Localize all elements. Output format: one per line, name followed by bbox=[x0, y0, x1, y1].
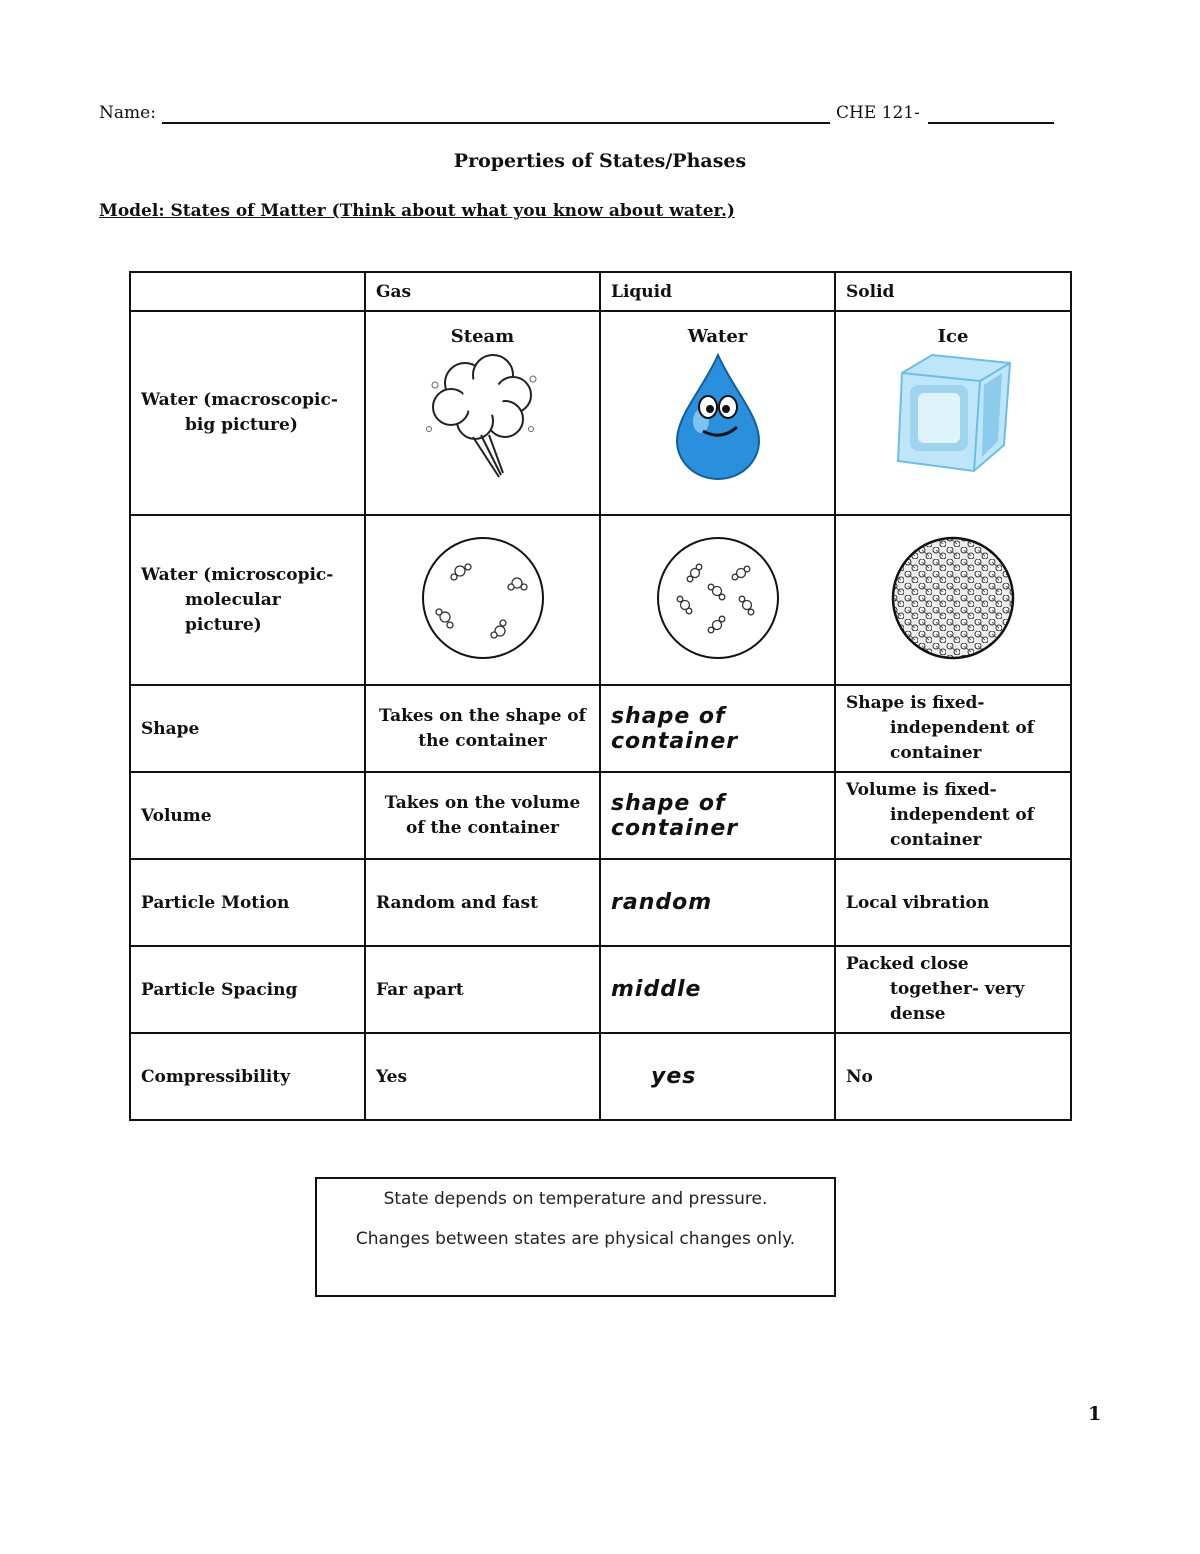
table-row-microscopic bbox=[130, 515, 1071, 685]
row-label-motion: Particle Motion bbox=[130, 859, 365, 946]
header-gas: Gas bbox=[365, 272, 600, 311]
gas-molecules-icon bbox=[420, 535, 546, 661]
handwritten-answer: yes bbox=[651, 1064, 697, 1089]
cell-water bbox=[600, 311, 835, 515]
worksheet-header bbox=[99, 103, 1054, 129]
table-header-row bbox=[130, 272, 1071, 311]
name-field-line[interactable] bbox=[162, 122, 830, 124]
cell-solid-motion: Local vibration bbox=[835, 859, 1071, 946]
row-label-compressibility: Compressibility bbox=[130, 1033, 365, 1120]
note-line-1: State depends on temperature and pressure. bbox=[383, 1189, 768, 1209]
table-row-compressibility bbox=[130, 1033, 1071, 1120]
cell-solid-volume: Volume is fixed- independent of container bbox=[835, 772, 1071, 859]
name-label: Name: bbox=[99, 103, 156, 123]
table-row-macroscopic bbox=[130, 311, 1071, 515]
table-row-spacing bbox=[130, 946, 1071, 1033]
states-table bbox=[129, 271, 1072, 1121]
handwritten-answer: random bbox=[611, 890, 713, 915]
cell-liquid-compressibility[interactable] bbox=[600, 1033, 835, 1120]
header-solid: Solid bbox=[835, 272, 1071, 311]
cell-liquid-molecules bbox=[600, 515, 835, 685]
row-label-spacing: Particle Spacing bbox=[130, 946, 365, 1033]
page-title: Properties of States/Phases bbox=[453, 150, 747, 172]
ice-cube-icon bbox=[888, 349, 1018, 481]
table-row-volume bbox=[130, 772, 1071, 859]
cell-gas-shape: Takes on the shape of the container bbox=[365, 685, 600, 772]
handwritten-answer: middle bbox=[611, 977, 702, 1002]
cell-gas-volume: Takes on the volume of the container bbox=[365, 772, 600, 859]
header-blank bbox=[130, 272, 365, 311]
table-row-motion bbox=[130, 859, 1071, 946]
table-row-shape bbox=[130, 685, 1071, 772]
steam-title: Steam bbox=[450, 326, 515, 347]
cell-solid-compressibility: No bbox=[835, 1033, 1071, 1120]
cell-liquid-shape[interactable] bbox=[600, 685, 835, 772]
model-heading: Model: States of Matter (Think about what you know about water.) bbox=[99, 201, 735, 221]
section-field-line[interactable] bbox=[928, 122, 1054, 124]
row-label-volume: Volume bbox=[130, 772, 365, 859]
water-title: Water bbox=[687, 326, 748, 347]
note-line-2: Changes between states are physical changes only. bbox=[355, 1229, 796, 1249]
solid-lattice-icon bbox=[890, 535, 1016, 661]
row-label-microscopic: Water (microscopic-molecular picture) bbox=[130, 515, 365, 685]
cell-solid-molecules bbox=[835, 515, 1071, 685]
cell-gas-compressibility: Yes bbox=[365, 1033, 600, 1120]
note-box bbox=[315, 1177, 836, 1297]
cell-ice bbox=[835, 311, 1071, 515]
cell-gas-motion: Random and fast bbox=[365, 859, 600, 946]
page-number: 1 bbox=[1088, 1403, 1102, 1425]
cell-solid-spacing: Packed close together- very dense bbox=[835, 946, 1071, 1033]
ice-title: Ice bbox=[937, 326, 969, 347]
row-label-shape: Shape bbox=[130, 685, 365, 772]
cell-gas-molecules bbox=[365, 515, 600, 685]
cell-solid-shape: Shape is fixed- independent of container bbox=[835, 685, 1071, 772]
row-label-macroscopic: Water (macroscopic-big picture) bbox=[130, 311, 365, 515]
cell-steam bbox=[365, 311, 600, 515]
steam-cloud-icon bbox=[413, 349, 553, 481]
cell-gas-spacing: Far apart bbox=[365, 946, 600, 1033]
course-label: CHE 121- bbox=[836, 103, 920, 123]
cell-liquid-motion[interactable] bbox=[600, 859, 835, 946]
header-liquid: Liquid bbox=[600, 272, 835, 311]
cell-liquid-volume[interactable] bbox=[600, 772, 835, 859]
handwritten-answer: shape of container bbox=[611, 790, 739, 841]
cell-liquid-spacing[interactable] bbox=[600, 946, 835, 1033]
liquid-molecules-icon bbox=[655, 535, 781, 661]
handwritten-answer: shape of container bbox=[611, 703, 739, 754]
water-droplet-icon bbox=[663, 349, 773, 481]
